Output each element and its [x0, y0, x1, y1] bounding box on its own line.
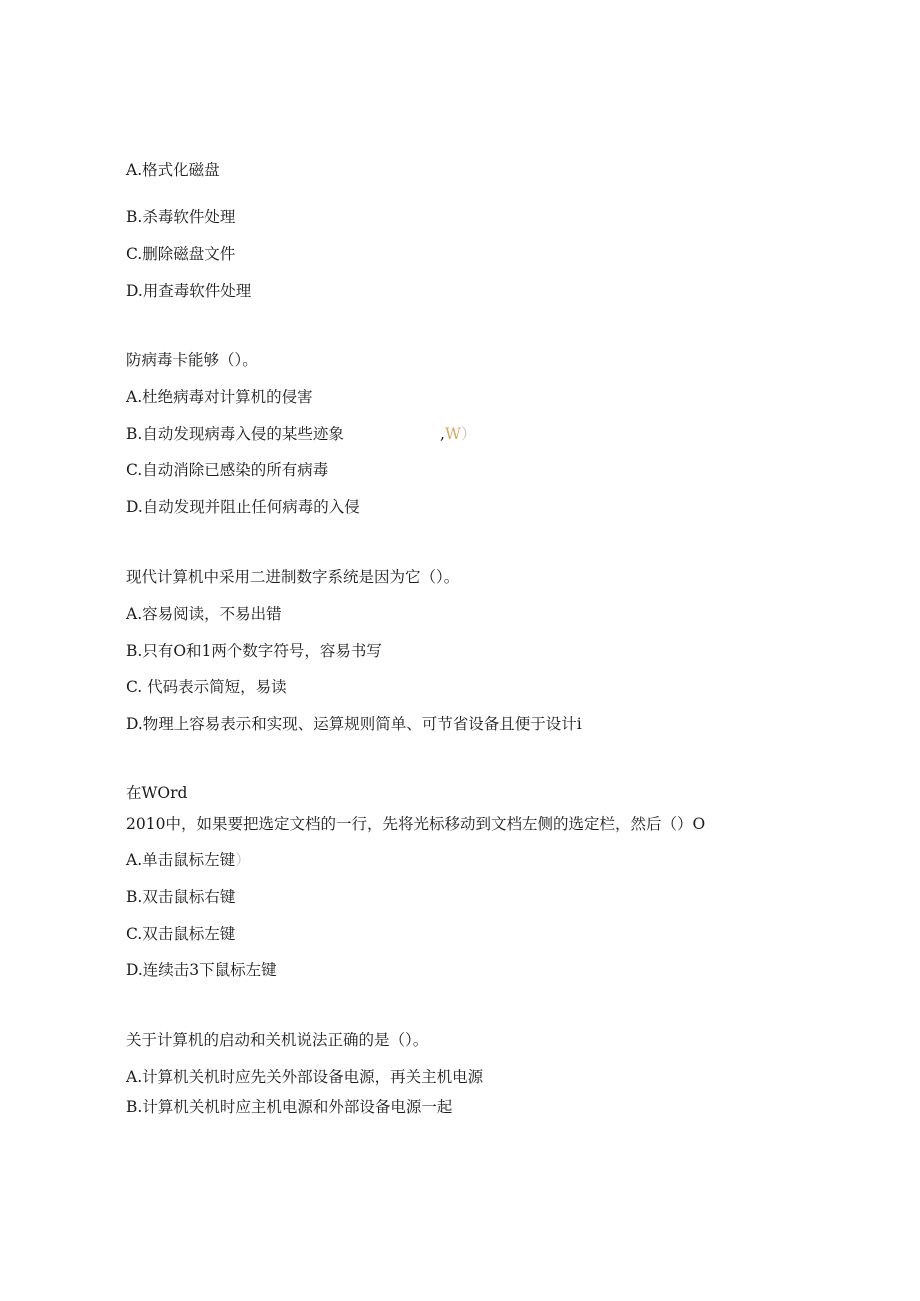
option-a	[126, 850, 251, 870]
option-d: D.自动发现并阻止任何病毒的入侵	[126, 498, 360, 516]
option-d: D.用查毒软件处理	[126, 282, 252, 300]
annotation-mark	[440, 424, 476, 444]
option-c: C.双击鼠标左键	[126, 925, 236, 943]
option-c: C. 代码表示简短，易读	[126, 678, 287, 696]
annotation-text: W	[444, 425, 461, 443]
option-c: C.删除磁盘文件	[126, 245, 236, 263]
option-a: A.杜绝病毒对计算机的侵害	[126, 388, 313, 406]
option-a: A.格式化磁盘	[126, 161, 220, 179]
option-b: B.计算机关机时应主机电源和外部设备电源一起	[126, 1098, 453, 1116]
question-stem-line-1: 在WOrd	[126, 784, 188, 802]
option-b: B.只有O和1两个数字符号，容易书写	[126, 642, 382, 660]
annotation-bracket: ）	[460, 425, 477, 443]
option-d: D.物理上容易表示和实现、运算规则简单、可节省设备且便于设计i	[126, 715, 582, 733]
question-stem: 关于计算机的启动和关机说法正确的是（）。	[126, 1031, 429, 1049]
option-a: A.容易阅读，不易出错	[126, 605, 282, 623]
question-stem-line-2: 2010中，如果要把选定文档的一行，先将光标移动到文档左侧的选定栏，然后（）O	[126, 815, 706, 833]
option-b: B.杀毒软件处理	[126, 208, 236, 226]
option-d: D.连续击3下鼠标左键	[126, 961, 277, 979]
option-c: C.自动消除已感染的所有病毒	[126, 461, 329, 479]
option-a-label: A.单击鼠标左键	[126, 851, 236, 869]
option-b: B.自动发现病毒入侵的某些迹象	[126, 425, 344, 443]
question-stem: 现代计算机中采用二进制数字系统是因为它（）。	[126, 568, 460, 586]
option-a-mark: ）	[235, 851, 251, 869]
annotation-comma: ,	[440, 425, 445, 443]
option-a: A.计算机关机时应先关外部设备电源，再关主机电源	[126, 1068, 484, 1086]
question-stem: 防病毒卡能够（）。	[126, 351, 258, 369]
option-b: B.双击鼠标右键	[126, 888, 236, 906]
